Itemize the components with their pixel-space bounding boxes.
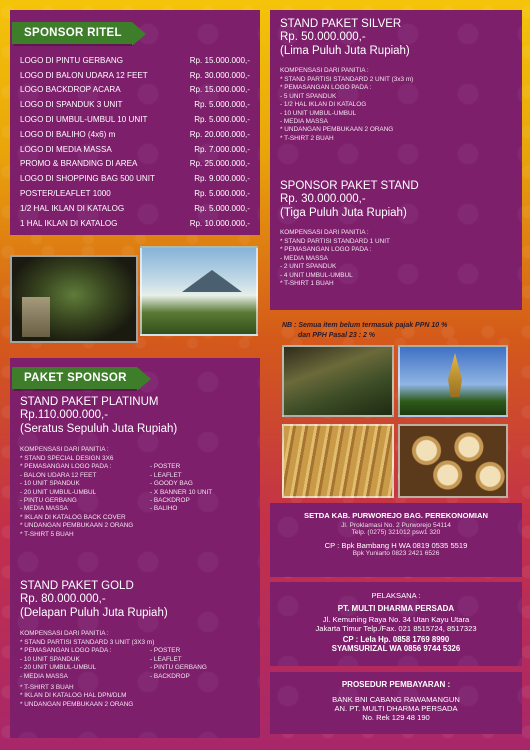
- list-item: - BACKDROP: [150, 497, 190, 505]
- platinum-komp: KOMPENSASI DARI PANITIA :: [20, 446, 109, 453]
- list-item: - 4 UNIT UMBUL-UMBUL: [280, 271, 353, 279]
- list-item: - LEAFLET: [150, 471, 182, 479]
- list-item: - BALIHO: [150, 505, 178, 513]
- list-item: - 1/2 HAL IKLAN DI KATALOG: [280, 101, 367, 109]
- gold-block: [20, 580, 255, 709]
- platinum-block: [20, 396, 255, 539]
- platinum-title: STAND PAKET PLATINUM: [20, 396, 159, 408]
- setda-cp2: Bpk Yuniarto 0823 2421 6526: [352, 550, 440, 557]
- list-item: PROMO & BRANDING DI AREA Rp. 25.000.000,-: [20, 159, 250, 169]
- list-item: * PEMASANGAN LOGO PADA :: [280, 246, 372, 254]
- silver-komp: KOMPENSASI DARI PANITIA :: [280, 67, 369, 74]
- list-item: * T-SHIRT 3 BUAH: [20, 684, 74, 692]
- pembayaran-panel: [270, 672, 522, 734]
- list-item: - 10 UNIT UMBUL-UMBUL: [280, 109, 357, 117]
- pelaksana-address: Jl. Kemuning Raya No. 34 Utan Kayu Utara: [322, 615, 470, 624]
- list-item: - MEDIA MASSA: [20, 672, 68, 680]
- cave-stairs-shape: [22, 297, 50, 337]
- mountain-photo: [140, 246, 258, 336]
- list-item: 1/2 HAL IKLAN DI KATALOG Rp. 5.000.000,-: [20, 203, 250, 213]
- setda-telp: Telp. (0275) 321012 psw1 320: [351, 529, 441, 536]
- gold-komp: KOMPENSASI DARI PANITIA :: [20, 630, 109, 637]
- pembayaran-rek: No. Rek 129 48 190: [362, 713, 430, 722]
- stand-words: (Tiga Puluh Juta Rupiah): [280, 207, 407, 219]
- sponsor-ritel-title: SPONSOR RITEL: [24, 27, 122, 39]
- list-item: - LEAFLET: [150, 655, 182, 663]
- pelaksana-panel: [270, 582, 522, 666]
- list-item: * IKLAN DI KATALOG HAL DPN/DLM: [20, 692, 127, 700]
- list-item: LOGO DI PINTU GERBANG Rp. 15.000.000,-: [20, 55, 250, 65]
- gold-stand: * STAND PARTISI STANDARD 3 UNIT (3X3 m): [20, 639, 155, 646]
- platinum-logo-heading: * PEMASANGAN LOGO PADA :: [20, 463, 112, 471]
- list-item: LOGO DI BALON UDARA 12 FEET Rp. 30.000.000,-: [20, 70, 250, 80]
- list-item: - 5 UNIT SPANDUK: [280, 92, 337, 100]
- silver-price: Rp. 50.000.000,-: [280, 31, 366, 43]
- gold-price: Rp. 80.000.000,-: [20, 593, 106, 605]
- list-item: LOGO DI MEDIA MASSA Rp. 7.000.000,-: [20, 144, 250, 154]
- list-item: - 10 UNIT SPANDUK: [20, 655, 80, 663]
- stand-block: [280, 180, 520, 288]
- list-item: * STAND PARTISI STANDARD 1 UNIT: [280, 238, 390, 245]
- list-item: - 2 UNIT SPANDUK: [280, 263, 337, 271]
- silver-words: (Lima Puluh Juta Rupiah): [280, 45, 410, 57]
- platinum-words: (Seratus Sepuluh Juta Rupiah): [20, 423, 178, 435]
- gold-logo-columns: [20, 647, 255, 681]
- platinum-logo-columns: [20, 463, 255, 513]
- paket-sponsor-tag: [12, 367, 137, 389]
- list-item: * IKLAN DI KATALOG BACK COVER: [20, 513, 126, 521]
- setda-address: Jl. Proklamasi No. 2 Purworejo 54114: [341, 522, 451, 529]
- list-item: 1 HAL IKLAN DI KATALOG Rp. 10.000.000,-: [20, 218, 250, 228]
- list-item: LOGO BACKDROP ACARA Rp. 15.000.000,-: [20, 85, 250, 95]
- list-item: * T-SHIRT 5 BUAH: [20, 530, 74, 538]
- list-item: * T-SHIRT 2 BUAH: [280, 134, 334, 142]
- list-item: * PEMASANGAN LOGO PADA :: [280, 84, 372, 92]
- monument-shape: [448, 353, 462, 397]
- stand-komp: KOMPENSASI DARI PANITIA :: [280, 229, 369, 236]
- silver-title: STAND PAKET SILVER: [280, 18, 402, 30]
- list-item: POSTER/LEAFLET 1000 Rp. 5.000.000,-: [20, 189, 250, 199]
- pelaksana-name: PT. MULTI DHARMA PERSADA: [337, 604, 455, 613]
- list-item: - 10 UNIT SPANDUK: [20, 480, 80, 488]
- cave-stairs-photo: [282, 345, 394, 417]
- sponsor-ritel-list: [20, 53, 250, 231]
- mountain-shape: [182, 270, 242, 292]
- list-item: - 20 UNIT UMBUL-UMBUL: [20, 488, 97, 496]
- list-item: * STAND PARTISI STANDARD 2 UNIT (3x3 m): [280, 76, 414, 83]
- list-item: - PINTU GERBANG: [150, 664, 207, 672]
- cave-photo: [10, 255, 138, 343]
- list-item: - X BANNER 10 UNIT: [150, 488, 213, 496]
- pembayaran-label: PROSEDUR PEMBAYARAN :: [341, 680, 451, 689]
- list-item: - POSTER: [150, 463, 181, 471]
- list-item: * T-SHIRT 1 BUAH: [280, 280, 334, 288]
- snack-stick-photo: [282, 424, 394, 498]
- tax-note: [282, 321, 522, 341]
- list-item: * UNDANGAN PEMBUKAAN 2 ORANG: [280, 126, 394, 134]
- tax-note-line2: dan PPH Pasal 23 : 2 %: [298, 332, 376, 339]
- setda-title: SETDA KAB. PURWOREJO BAG. PEREKONOMIAN: [304, 511, 488, 520]
- list-item: - 20 UNIT UMBUL-UMBUL: [20, 664, 97, 672]
- list-item: LOGO DI SPANDUK 3 UNIT Rp. 5.000.000,-: [20, 100, 250, 110]
- stand-title: SPONSOR PAKET STAND: [280, 180, 419, 192]
- tax-note-line1: NB : Semua item belum termasuk pajak PPN 10 %: [282, 322, 448, 329]
- pembayaran-bank: BANK BNI CABANG RAWAMANGUN: [332, 695, 460, 704]
- monument-photo: [398, 345, 508, 417]
- pembayaran-an: AN. PT. MULTI DHARMA PERSADA: [334, 704, 458, 713]
- setda-cp: CP : Bpk Bambang H WA 0819 0535 5519: [324, 541, 468, 550]
- pelaksana-cp: CP : Lela Hp. 0858 1769 8990: [342, 635, 450, 644]
- pelaksana-cp2: SYAMSURIZAL WA 0856 9744 5326: [331, 644, 461, 653]
- list-item: - MEDIA MASSA: [20, 505, 68, 513]
- pelaksana-telp: Jakarta Timur Telp./Fax. 021 8515724, 8517323: [315, 624, 477, 633]
- list-item: LOGO DI UMBUL-UMBUL 10 UNIT Rp. 5.000.000,-: [20, 115, 250, 125]
- list-item: - MEDIA MASSA: [280, 118, 328, 126]
- list-item: * UNDANGAN PEMBUKAAN 2 ORANG: [20, 700, 134, 708]
- list-item: LOGO DI SHOPPING BAG 500 UNIT Rp. 9.000.000,-: [20, 174, 250, 184]
- list-item: * UNDANGAN PEMBUKAAN 2 ORANG: [20, 522, 134, 530]
- sponsor-ritel-tag: [12, 22, 132, 44]
- list-item: - MEDIA MASSA: [280, 254, 328, 262]
- list-item: - PINTU GERBANG: [20, 497, 77, 505]
- gold-title: STAND PAKET GOLD: [20, 580, 134, 592]
- pelaksana-label: PELAKSANA :: [371, 591, 421, 600]
- gold-logo-heading: * PEMASANGAN LOGO PADA :: [20, 647, 112, 655]
- platinum-stand: * STAND SPECIAL DESIGN 3X6: [20, 455, 114, 462]
- stand-price: Rp. 30.000.000,-: [280, 193, 366, 205]
- gold-words: (Delapan Puluh Juta Rupiah): [20, 607, 168, 619]
- platinum-price: Rp.110.000.000,-: [20, 409, 109, 421]
- list-item: - GOODY BAG: [150, 480, 193, 488]
- setda-panel: [270, 503, 522, 577]
- silver-block: [280, 18, 520, 143]
- snack-ring-photo: [398, 424, 508, 498]
- list-item: LOGO DI BALIHO (4x6) m Rp. 20.000.000,-: [20, 129, 250, 139]
- list-item: - POSTER: [150, 647, 181, 655]
- list-item: - BALON UDARA 12 FEET: [20, 471, 97, 479]
- list-item: - BACKDROP: [150, 672, 190, 680]
- paket-sponsor-title: PAKET SPONSOR: [24, 372, 127, 384]
